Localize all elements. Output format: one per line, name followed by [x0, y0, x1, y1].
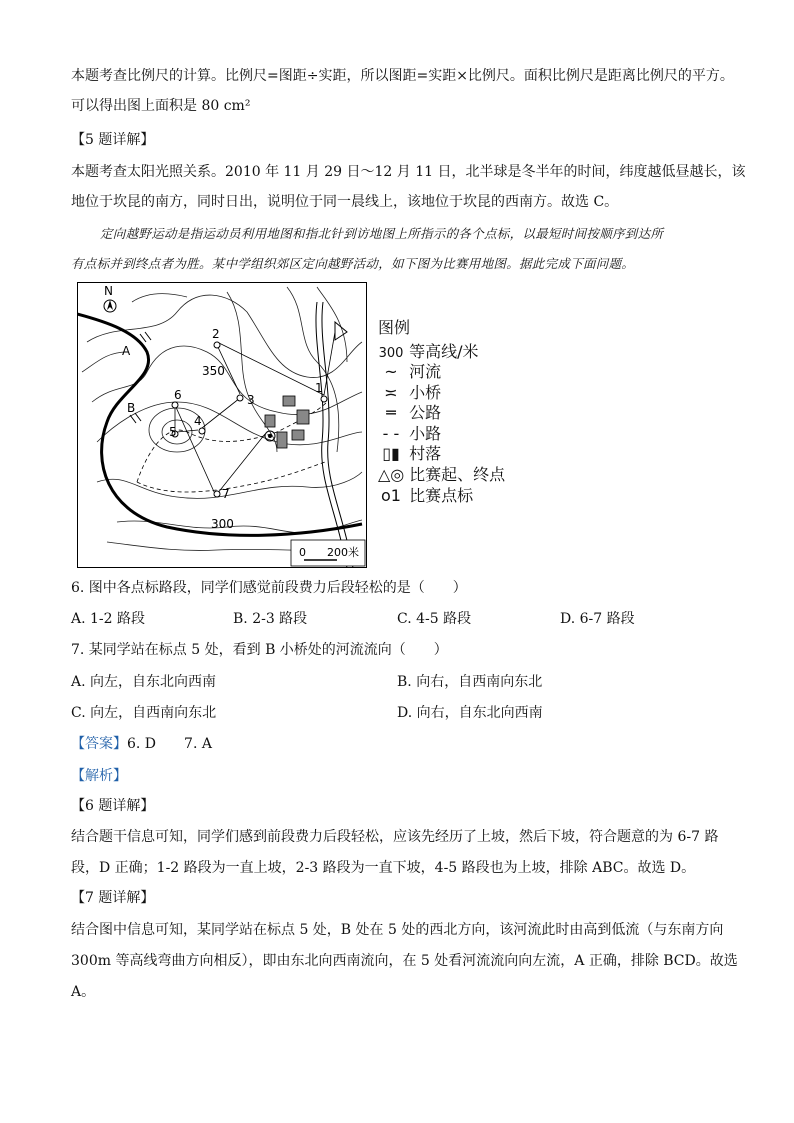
q6-option-a[interactable]: A. 1-2 路段 [71, 611, 146, 627]
contour-label-300: 300 [211, 517, 234, 531]
q6-detail-line-1: 结合题干信息可知，同学们感到前段费力后段轻松，应该先经历了上坡，然后下坡，符合题意的为 6-7 路 [71, 829, 719, 845]
intro-line-1: 本题考查比例尺的计算。比例尺=图距÷实距，所以图距=实距×比例尺。面积比例尺是距离比例尺的平方。 [71, 68, 734, 84]
q7-stem: 7. 某同学站在标点 5 处，看到 B 小桥处的河流流向（ ） [71, 642, 448, 658]
bridge-label-a: A [122, 344, 131, 358]
point-label-2: 2 [212, 327, 220, 341]
q6-option-c[interactable]: C. 4-5 路段 [397, 611, 472, 627]
q6-option-d[interactable]: D. 6-7 路段 [560, 611, 635, 627]
orienteering-map [77, 282, 367, 568]
scale-end: 200米 [327, 546, 359, 559]
answer-text: 6. D 7. A [127, 736, 212, 752]
q7-detail-heading: 【7 题详解】 [71, 890, 155, 906]
north-label: N [104, 284, 113, 298]
legend-item-village: ▯▮ 村落 [382, 444, 442, 463]
q6-option-b[interactable]: B. 2-3 路段 [233, 611, 308, 627]
q6-detail-heading: 【6 题详解】 [71, 798, 155, 814]
legend-item-river: ~ 河流 [384, 362, 442, 381]
point-label-6: 6 [174, 388, 182, 402]
scale-zero: 0 [299, 546, 306, 559]
answer-tag: 【答案】 [71, 736, 127, 752]
bridge-label-b: B [127, 401, 136, 415]
point-label-3: 3 [247, 393, 255, 407]
q6-detail-line-2: 段，D 正确；1-2 路段为一直上坡，2-3 路段为一直下坡，4-5 路段也为上坡，排除 ABC。故选 D。 [71, 860, 696, 876]
q7-detail-line-1: 结合图中信息可知，某同学站在标点 5 处，B 处在 5 处的西北方向，该河流此时由高到低流（与东南方向 [71, 922, 724, 938]
legend-item-start-finish: △◎ 比赛起、终点 [378, 465, 506, 484]
passage-line-2: 有点标并到终点者为胜。某中学组织郊区定向越野活动，如下图为比赛用地图。据此完成下面问题。 [71, 256, 635, 271]
point-label-4: 4 [194, 414, 202, 428]
legend-item-checkpoint: o1 比赛点标 [381, 486, 474, 505]
q7-option-c[interactable]: C. 向左，自西南向东北 [71, 705, 217, 721]
q7-detail-line-2: 300m 等高线弯曲方向相反），即由东北向西南流向，在 5 处看河流流向向左流，A 正确，排除 BCD。故选 [71, 953, 738, 969]
legend-item-path: - - 小路 [382, 424, 442, 443]
q6-stem: 6. 图中各点标路段，同学们感觉前段费力后段轻松的是（ ） [71, 580, 467, 596]
analysis-tag: 【解析】 [71, 768, 127, 784]
q7-option-d[interactable]: D. 向右，自东北向西南 [397, 705, 543, 721]
q7-option-a[interactable]: A. 向左，自东北向西南 [71, 674, 217, 690]
q5-heading: 【5 题详解】 [71, 132, 155, 148]
intro-line-2: 可以得出图上面积是 80 cm² [71, 98, 251, 114]
point-label-5: 5 [169, 425, 177, 439]
q7-option-b[interactable]: B. 向右，自西南向东北 [397, 674, 543, 690]
legend-title: 图例 [378, 318, 411, 337]
contour-label-350: 350 [202, 364, 225, 378]
legend-item-road: ═ 公路 [386, 403, 442, 422]
point-label-7: 7 [222, 487, 230, 501]
q5-line-2: 地位于坎昆的南方，同时日出，说明位于同一晨线上，该地位于坎昆的西南方。故选 C。 [71, 194, 619, 210]
legend-item-contour: 300 等高线/米 [378, 342, 479, 361]
passage-line-1: 定向越野运动是指运动员利用地图和指北针到访地图上所指示的各个点标，以最短时间按顺序到达所 [100, 226, 664, 241]
point-label-1: 1 [315, 381, 323, 395]
q5-line-1: 本题考查太阳光照关系。2010 年 11 月 29 日～12 月 11 日，北半球是冬半年的时间，纬度越低昼越长，该 [71, 164, 746, 180]
q7-detail-line-3: A。 [71, 984, 96, 1000]
answer-line [71, 734, 212, 754]
legend-item-bridge: ≍ 小桥 [384, 383, 442, 402]
